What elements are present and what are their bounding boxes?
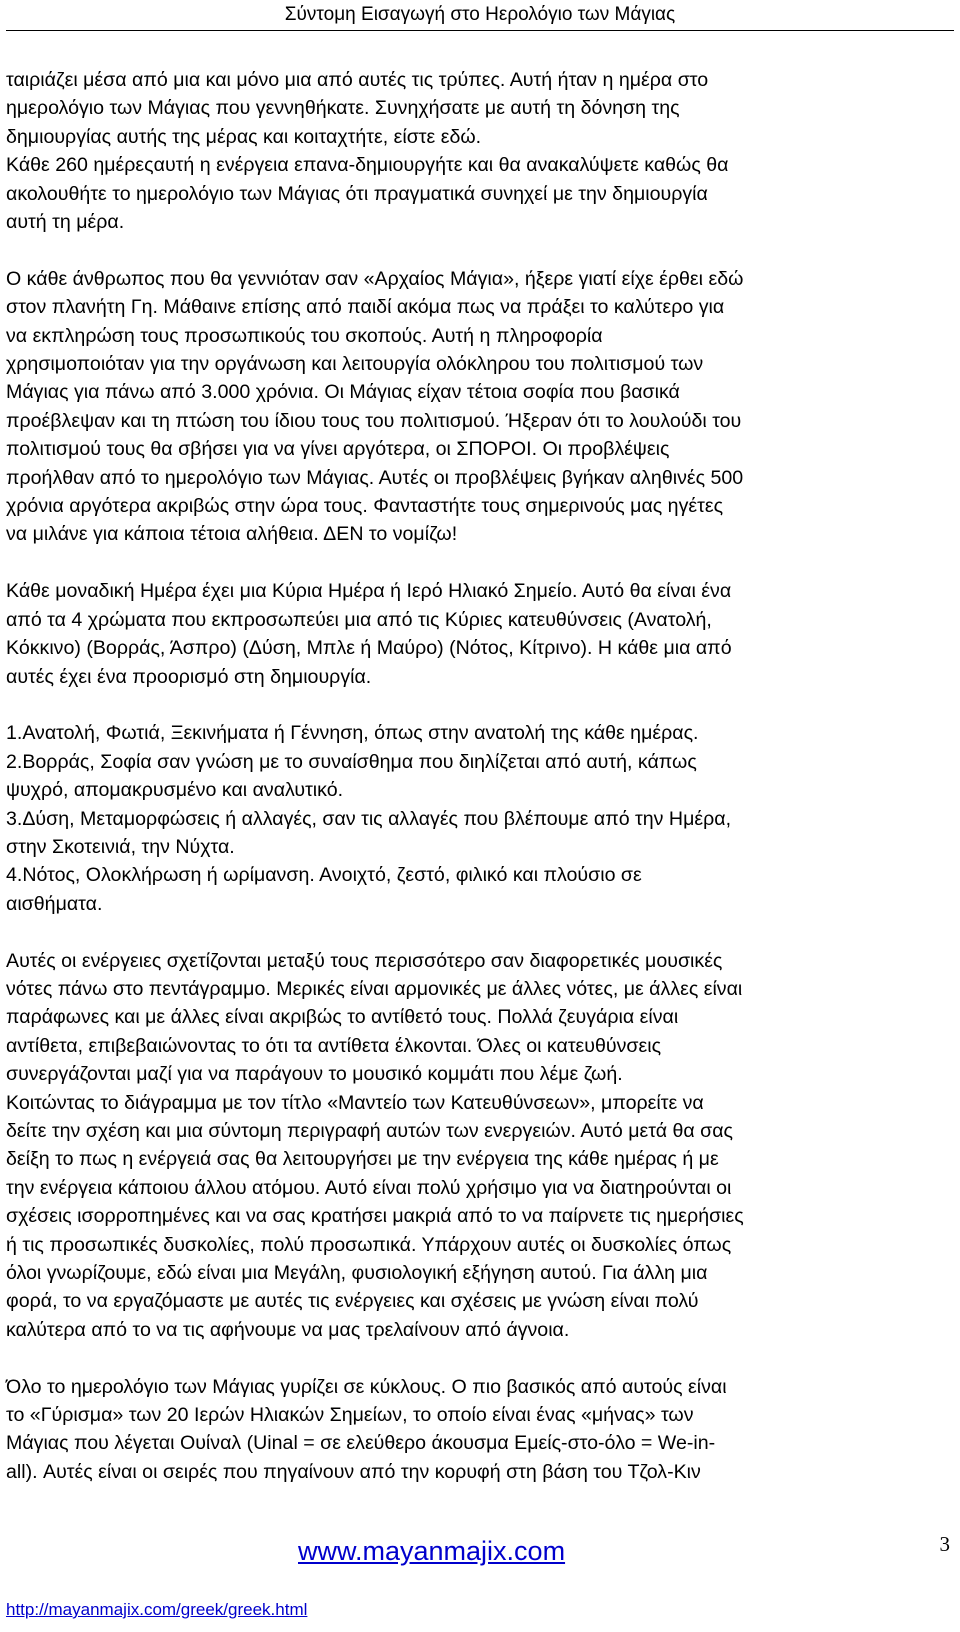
text-line: σχέσεις ισορροπημένες και να σας κρατήσει μακριά από το να παίρνετε τις ημερήσιες <box>6 1205 744 1228</box>
paragraph-energies <box>6 947 956 1345</box>
text-line: ταιριάζει μέσα από μια και μόνο μια από αυτές τις τρύπες. Αυτή ήταν η ημέρα στο <box>6 69 709 91</box>
text-line: προέβλεψαν και τη πτώση του ίδιου τους του πολιτισμού. Ήξεραν ότι το λουλούδι του <box>6 409 742 432</box>
text-line: φορά, το να εργαζόμαστε με αυτές τις ενέργειες και σχέσεις με γνώση είναι πολύ <box>6 1290 699 1313</box>
list-item: 1.Ανατολή, Φωτιά, Ξεκινήματα ή Γέννηση, όπως στην ανατολή της κάθε ημέρας. <box>6 722 699 745</box>
text-line: καλύτερα από το να τις αφήνουμε να μας τρελαίνουν από άγνοια. <box>6 1318 570 1341</box>
text-line: στον πλανήτη Γη. Μάθαινε επίσης από παιδί ακόμα πως να πράξει το καλύτερο για <box>6 296 725 319</box>
paragraph-cycles <box>6 1373 956 1487</box>
paragraph-solar-seal <box>6 577 956 691</box>
text-line: αυτές έχει ένα προορισμό στη δημιουργία. <box>6 665 372 688</box>
text-line: Μάγιας που λέγεται Ουίναλ (Uinal = σε ελεύθερο άκουσμα Εμείς-στο-όλο = We-in- <box>6 1432 716 1455</box>
page-number: 3 <box>939 1532 950 1556</box>
text-line: το «Γύρισμα» των 20 Ιερών Ηλιακών Σημείων, το οποίο είναι ένας «μήνας» των <box>6 1404 694 1427</box>
text-line: να εκπληρώση τους προσωπικούς του σκοπούς. Αυτή η πληροφορία <box>6 324 603 347</box>
text-line: την ενέργεια κάποιου άλλου ατόμου. Αυτό είναι πολύ χρήσιμο για να διατηρούνται οι <box>6 1176 732 1199</box>
list-item: στην Σκοτεινιά, την Νύχτα. <box>6 835 235 858</box>
directions-list <box>6 719 956 918</box>
footer-url-link[interactable]: http://mayanmajix.com/greek/greek.html <box>6 1600 308 1619</box>
list-item: αισθήματα. <box>6 892 103 915</box>
text-line: δείτε την σχέση και μια σύντομη περιγραφή αυτών των ενεργειών. Αυτό μετά θα σας <box>6 1119 733 1142</box>
list-item: ψυχρό, απομακρυσμένο και αναλυτικό. <box>6 779 344 802</box>
website-link[interactable]: www.mayanmajix.com <box>298 1536 566 1566</box>
text-line: χρησιμοποιόταν για την οργάνωση και λειτουργία ολόκληρου του πολιτισμού των <box>6 353 704 376</box>
text-line: δείξη το πως η ενέργειά σας θα λειτουργήσει με την ενέργεια της κάθε ημέρας ή με <box>6 1148 719 1171</box>
text-line: Κοιτώντας το διάγραμμα με τον τίτλο «Μαντείο των Κατευθύνσεων», μπορείτε να <box>6 1091 704 1114</box>
text-line: όλοι γνωρίζουμε, εδώ είναι μια Μεγάλη, φυσιολογική εξήγηση αυτού. Για άλλη μια <box>6 1262 708 1284</box>
text-line: Κόκκινο) (Βορράς, Άσπρο) (Δύση, Μπλε ή Μαύρο) (Νότος, Κίτρινο). Η κάθε μια από <box>6 637 732 660</box>
text-line: Κάθε 260 ημέρεςαυτή η ενέργεια επανα-δημιουργήτε και θα ανακαλύψετε καθώς θα <box>6 154 729 177</box>
header-divider <box>6 30 954 31</box>
text-line: χρόνια αργότερα ακριβώς στην ώρα τους. Φανταστήτε τους σημερινούς μας ηγέτες <box>6 495 724 518</box>
paragraph-birth-day <box>6 66 956 236</box>
list-item: 4.Νότος, Ολοκλήρωση ή ωρίμανση. Ανοιχτό, ζεστό, φιλικό και πλούσιο σε <box>6 864 642 887</box>
list-item: 3.Δύση, Μεταμορφώσεις ή αλλαγές, σαν τις αλλαγές που βλέπουμε από την Ημέρα, <box>6 807 732 830</box>
list-item: 2.Βορράς, Σοφία σαν γνώση με το συναίσθημα που διηλίζεται από αυτή, κάπως <box>6 750 697 773</box>
text-line: νότες πάνω στο πεντάγραμμο. Μερικές είναι αρμονικές με άλλες νότες, με άλλες είναι <box>6 977 743 1000</box>
text-line: δημιουργίας αυτής της μέρας και κοιταχτήτε, είστε εδώ. <box>6 125 482 148</box>
text-line: ακολουθήτε το ημερολόγιο των Μάγιας ότι πραγματικά συνηχεί με την δημιουργία <box>6 182 708 205</box>
text-line: συνεργάζονται μαζί για να παράγουν το μουσικό κομμάτι που λέμε ζωή. <box>6 1063 623 1086</box>
running-header <box>0 4 960 26</box>
text-line: αντίθετα, επιβεβαιώνοντας το ότι τα αντίθετα έλκονται. Όλες οι κατευθύνσεις <box>6 1034 662 1057</box>
text-line: all). Αυτές είναι οι σειρές που πηγαίνουν από την κορυφή στη βάση του Τζολ-Κιν <box>6 1460 701 1483</box>
text-line: αυτή τη μέρα. <box>6 211 125 234</box>
text-line: Κάθε μοναδική Ημέρα έχει μια Κύρια Ημέρα ή Ιερό Ηλιακό Σημείο. Αυτό θα είναι ένα <box>6 580 732 603</box>
text-line: ημερολόγιο των Μάγιας που γεννηθήκατε. Συνηχήσατε με αυτή τη δόνηση της <box>6 97 680 120</box>
document-title: Σύντομη Εισαγωγή στο Ηερολόγιο των Μάγιας <box>284 4 676 25</box>
text-line: παράφωνες και με άλλες είναι ακριβώς το αντίθετό τους. Πολλά ζευγάρια είναι <box>6 1006 679 1029</box>
text-line: Αυτές οι ενέργειες σχετίζονται μεταξύ τους περισσότερο σαν διαφορετικές μουσικές <box>6 949 723 972</box>
text-line: προήλθαν από το ημερολόγιο των Μάγιας. Αυτές οι προβλέψεις βγήκαν αληθινές 500 <box>6 466 744 489</box>
text-line: Μάγιας για πάνω από 3.000 χρόνια. Οι Μάγιας είχαν τέτοια σοφία που βασικά <box>6 381 680 404</box>
text-line: ή τις προσωπικές δυσκολίες, πολύ προσωπικά. Υπάρχουν αυτές οι δυσκολίες όπως <box>6 1233 732 1256</box>
paragraph-ancient-maya <box>6 265 956 549</box>
text-line: πολιτισμού τους θα σβήσει για να γίνει αργότερα, οι ΣΠΟΡΟΙ. Οι προβλέψεις <box>6 438 670 461</box>
text-line: Ο κάθε άνθρωπος που θα γεννιόταν σαν «Αρχαίος Μάγια», ήξερε γιατί είχε έρθει εδώ <box>6 267 744 290</box>
document-body <box>6 66 956 1515</box>
text-line: Όλο το ημερολόγιο των Μάγιας γυρίζει σε κύκλους. Ο πιο βασικός από αυτούς είναι <box>6 1375 727 1398</box>
text-line: από τα 4 χρώματα που εκπροσωπεύει μια από τις Κύριες κατευθύνσεις (Ανατολή, <box>6 608 712 631</box>
text-line: να μιλάνε για κάποια τέτοια αλήθεια. ΔΕΝ το νομίζω! <box>6 523 458 546</box>
